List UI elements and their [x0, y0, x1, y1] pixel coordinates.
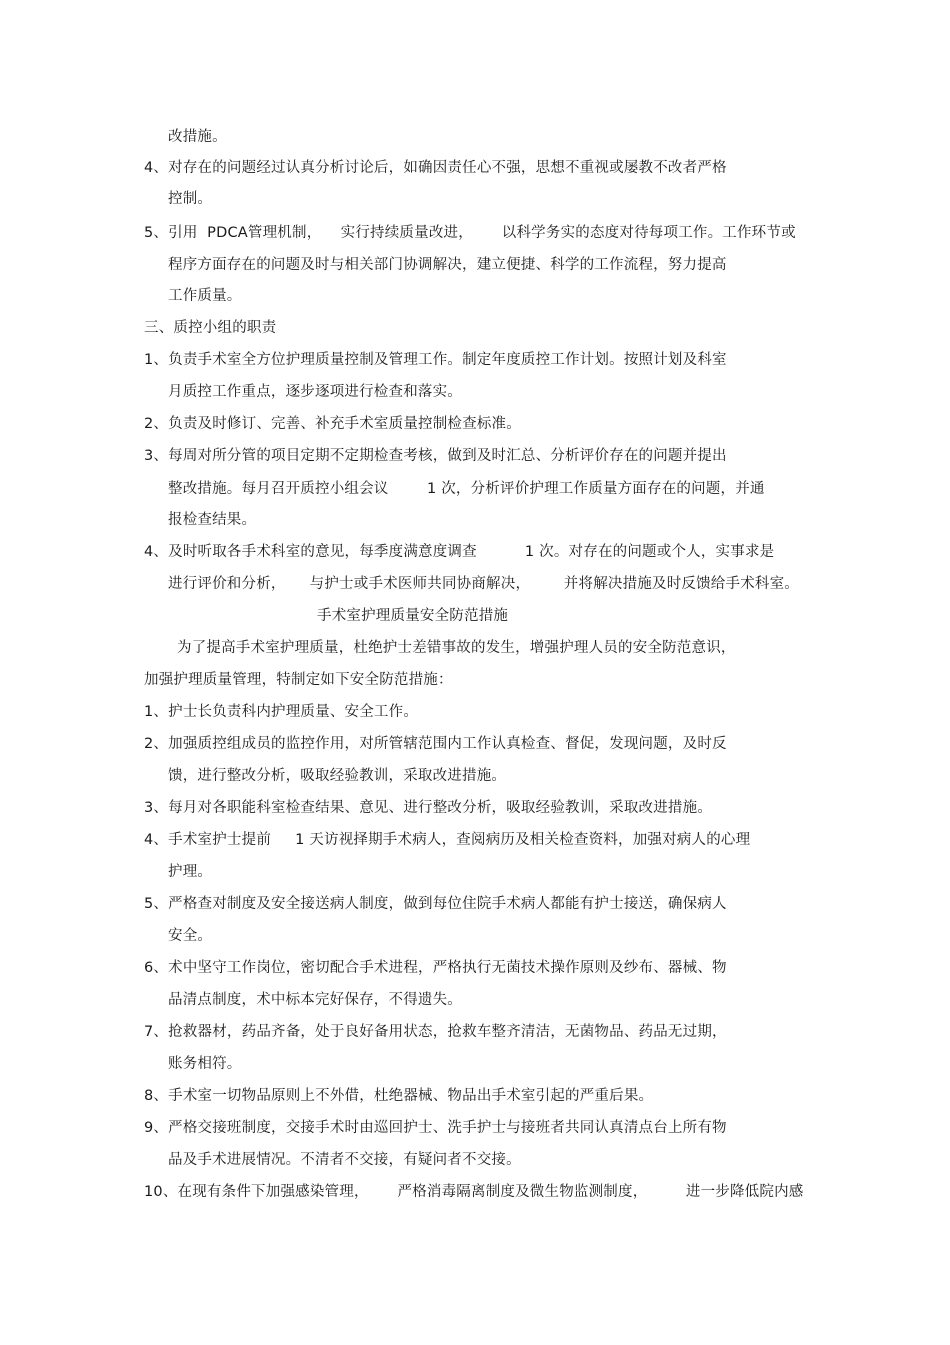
text-line: 程序方面存在的问题及时与相关部门协调解决，建立便捷、科学的工作流程，努力提高	[168, 257, 727, 273]
text-line: 1、负责手术室全方位护理质量控制及管理工作。制定年度质控工作计划。按照计划及科室	[144, 352, 727, 368]
text-line: 报检查结果。	[168, 512, 257, 528]
text-line: 7、抢救器材，药品齐备，处于良好备用状态，抢救车整齐清洁，无菌物品、药品无过期，	[144, 1024, 727, 1040]
text-line: 9、严格交接班制度，交接手术时由巡回护士、洗手护士与接班者共同认真清点台上所有物	[144, 1120, 727, 1136]
text-line: 为了提高手术室护理质量，杜绝护士差错事故的发生，增强护理人员的安全防范意识，	[177, 640, 736, 656]
text-line: 进行评价和分析， 与护士或手术医师共同协商解决， 并将解决措施及时反馈给手术科室。	[168, 576, 800, 592]
text-line: 2、加强质控组成员的监控作用，对所管辖范围内工作认真检查、督促，发现问题，及时反	[144, 736, 727, 752]
text-line: 品及手术进展情况。不清者不交接，有疑问者不交接。	[168, 1152, 521, 1168]
text-line: 整改措施。每月召开质控小组会议 1 次，分析评价护理工作质量方面存在的问题，并通	[168, 481, 765, 497]
text-line: 5、引用 PDCA管理机制， 实行持续质量改进， 以科学务实的态度对待每项工作。工作环节或	[144, 225, 796, 241]
text-line: 4、及时听取各手术科室的意见，每季度满意度调查 1 次。对存在的问题或个人，实事求是	[144, 544, 775, 560]
text-line: 4、手术室护士提前 1 天访视择期手术病人，查阅病历及相关检查资料，加强对病人的心理	[144, 832, 751, 848]
text-line: 6、术中坚守工作岗位，密切配合手术进程，严格执行无菌技术操作原则及纱布、器械、物	[144, 960, 727, 976]
text-line: 工作质量。	[168, 288, 242, 304]
text-line: 账务相符。	[168, 1056, 242, 1072]
document-title: 手术室护理质量安全防范措施	[317, 608, 509, 624]
text-line: 馈，进行整改分析，吸取经验教训，采取改进措施。	[168, 768, 507, 784]
text-line: 5、严格查对制度及安全接送病人制度，做到每位住院手术病人都能有护士接送，确保病人	[144, 896, 727, 912]
text-line: 2、负责及时修订、完善、补充手术室质量控制检查标准。	[144, 416, 521, 432]
text-line: 控制。	[168, 191, 213, 207]
text-line: 3、每周对所分管的项目定期不定期检查考核，做到及时汇总、分析评价存在的问题并提出	[144, 448, 727, 464]
text-line: 护理。	[168, 864, 213, 880]
text-line: 3、每月对各职能科室检查结果、意见、进行整改分析，吸取经验教训，采取改进措施。	[144, 800, 713, 816]
section-heading: 三、质控小组的职责	[144, 320, 277, 336]
text-line: 安全。	[168, 928, 213, 944]
text-line: 4、对存在的问题经过认真分析讨论后，如确因责任心不强，思想不重视或屡教不改者严格	[144, 160, 727, 176]
text-line: 8、手术室一切物品原则上不外借，杜绝器械、物品出手术室引起的严重后果。	[144, 1088, 654, 1104]
text-line: 品清点制度，术中标本完好保存，不得遗失。	[168, 992, 462, 1008]
text-line: 10、在现有条件下加强感染管理， 严格消毒隔离制度及微生物监测制度， 进一步降低院内感	[144, 1184, 804, 1200]
text-line: 月质控工作重点，逐步逐项进行检查和落实。	[168, 384, 462, 400]
text-line: 加强护理质量管理，特制定如下安全防范措施：	[144, 672, 453, 688]
text-line: 改措施。	[168, 129, 227, 145]
text-line: 1、护士长负责科内护理质量、安全工作。	[144, 704, 419, 720]
